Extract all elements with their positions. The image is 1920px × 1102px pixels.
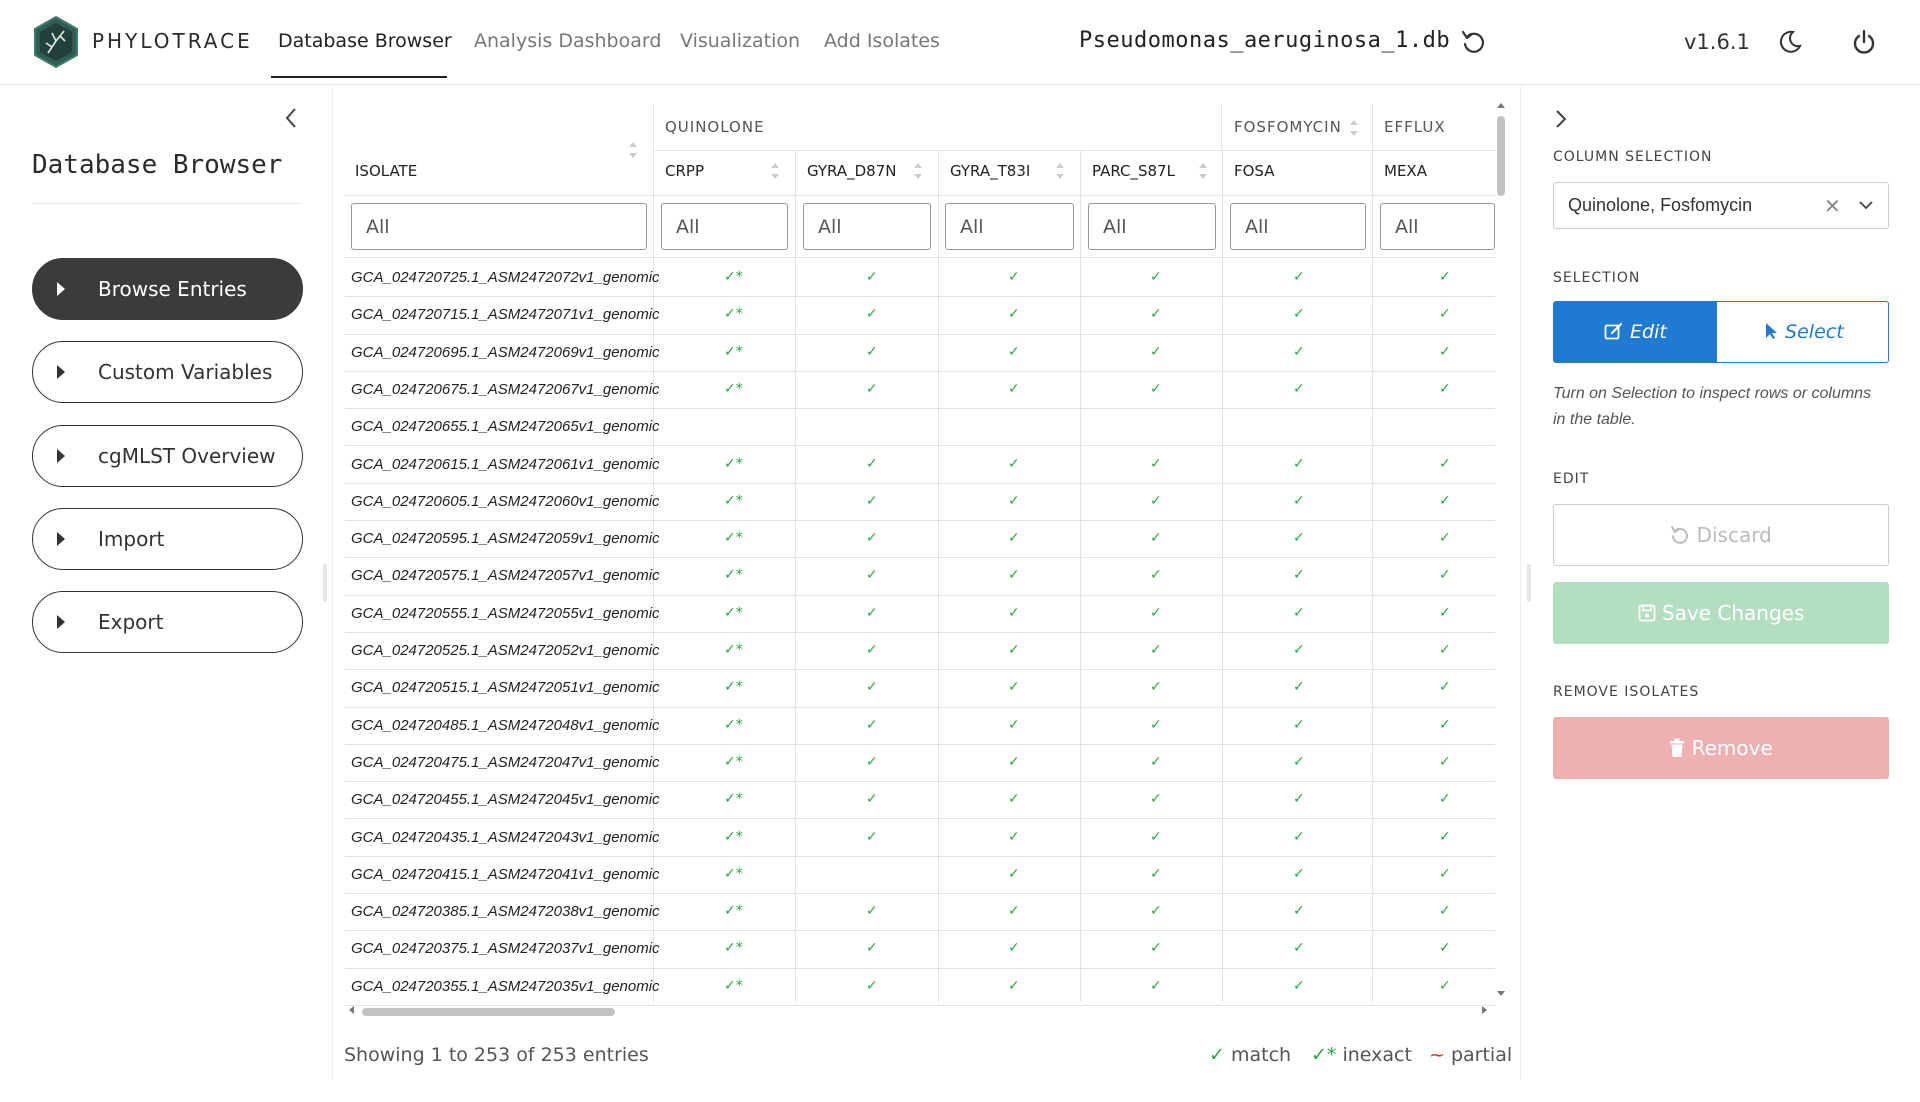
group-row-divider (653, 150, 1495, 151)
table-row[interactable] (345, 297, 1495, 334)
result-cell: ✓ (1293, 903, 1305, 920)
result-cell: ✓ (1293, 604, 1305, 621)
result-cell: ✓ (866, 455, 878, 472)
sort-icon[interactable] (629, 142, 637, 158)
tab-add-isolates[interactable]: Add Isolates (824, 30, 940, 52)
caret-right-icon (57, 449, 65, 463)
sidebar-item-custom-variables[interactable] (32, 341, 303, 403)
result-cell: ✓ (866, 604, 878, 621)
top-navbar (0, 0, 1920, 85)
result-cell: ✓ (1150, 865, 1162, 882)
result-cell: ✓ (1008, 828, 1020, 845)
result-cell: ✓ (1008, 343, 1020, 360)
edit-icon (1604, 322, 1624, 340)
result-cell: ✓ (866, 306, 878, 323)
legend-inexact (1311, 1044, 1412, 1066)
select-toggle-label: Select (1785, 321, 1844, 343)
select-toggle-button[interactable] (1716, 301, 1889, 363)
result-cell: ✓ (1150, 828, 1162, 845)
legend-label: partial (1450, 1044, 1513, 1066)
result-cell: ✓ (1150, 455, 1162, 472)
sidebar-item-label: Custom Variables (98, 360, 273, 384)
caret-right-icon (57, 365, 65, 379)
sort-icon[interactable] (771, 163, 779, 179)
table-row[interactable] (345, 633, 1495, 670)
result-cell: ✓ (1293, 343, 1305, 360)
row-divider (345, 1005, 1495, 1006)
result-cell: ✓ (1439, 791, 1451, 808)
tab-analysis-dashboard[interactable]: Analysis Dashboard (474, 30, 662, 52)
isolate-name: GCA_024720485.1_ASM2472048v1_genomic (351, 716, 660, 734)
result-cell: ✓ (1439, 269, 1451, 285)
result-cell: ✓ (1439, 716, 1451, 733)
result-cell: ✓ (1150, 977, 1162, 994)
result-cell: ✓ (1008, 865, 1020, 882)
result-cell: ✓ (1439, 903, 1451, 920)
result-cell: ✓* (724, 306, 743, 323)
result-cell: ✓ (1008, 567, 1020, 584)
result-cell: ✓ (1008, 716, 1020, 733)
result-cell: ✓ (1150, 716, 1162, 733)
result-cell: ✓ (866, 530, 878, 547)
result-cell: ✓* (724, 940, 743, 957)
result-cell: ✓ (1150, 380, 1162, 397)
result-cell: ✓ (1293, 679, 1305, 696)
edit-toggle-label: Edit (1630, 321, 1667, 343)
horizontal-scrollbar[interactable] (362, 1008, 615, 1016)
legend-label: match (1230, 1044, 1292, 1066)
filter-input-gyra-d87n[interactable] (803, 203, 931, 250)
refresh-icon[interactable] (1460, 28, 1488, 56)
caret-right-icon (57, 615, 65, 629)
result-cell: ✓ (1293, 567, 1305, 584)
sidebar-item-label: Import (98, 527, 165, 551)
database-name: Pseudomonas_aeruginosa_1.db (1079, 28, 1451, 53)
sort-icon[interactable] (914, 163, 922, 179)
right-panel-border (1520, 86, 1521, 1080)
selection-label: SELECTION (1553, 270, 1641, 286)
result-cell: ✓ (1008, 791, 1020, 808)
result-cell: ✓* (724, 492, 743, 509)
isolate-name: GCA_024720725.1_ASM2472072v1_genomic (351, 269, 660, 286)
result-cell: ✓* (724, 530, 743, 547)
remove-button[interactable] (1553, 717, 1889, 779)
result-cell: ✓ (1008, 492, 1020, 509)
scroll-right-arrow-icon[interactable] (1482, 1006, 1487, 1014)
table-row[interactable] (345, 745, 1495, 782)
column-header-fosa[interactable]: FOSA (1234, 162, 1275, 180)
isolate-table (345, 100, 1495, 1000)
result-cell: ✓ (1150, 604, 1162, 621)
sort-icon[interactable] (1056, 163, 1064, 179)
column-selection-label: COLUMN SELECTION (1553, 149, 1713, 165)
result-cell: ✓ (1293, 753, 1305, 770)
result-cell: ✓ (1150, 269, 1162, 285)
result-cell: ✓ (1150, 753, 1162, 770)
result-cell: ✓ (1293, 269, 1305, 285)
result-cell: ✓ (1439, 604, 1451, 621)
filter-input-isolate[interactable] (351, 203, 647, 250)
filter-input-mexa[interactable] (1380, 203, 1495, 250)
scroll-left-arrow-icon[interactable] (349, 1006, 354, 1014)
result-cell: ✓ (866, 716, 878, 733)
result-cell: ✓ (1439, 865, 1451, 882)
result-cell: ✓* (724, 380, 743, 397)
result-cell: ✓* (724, 791, 743, 808)
isolate-name: GCA_024720375.1_ASM2472037v1_genomic (351, 940, 660, 958)
scroll-up-arrow-icon[interactable] (1497, 103, 1505, 108)
collapse-sidebar-icon[interactable] (282, 106, 300, 130)
result-cell: ✓ (866, 791, 878, 808)
table-row[interactable] (345, 409, 1495, 446)
column-header-gyra-t83i[interactable]: GYRA_T83I (950, 162, 1031, 180)
result-cell: ✓ (1008, 940, 1020, 957)
group-divider (1221, 104, 1222, 150)
result-cell: ✓ (1439, 977, 1451, 994)
result-cell: ✓ (1293, 940, 1305, 957)
result-cell: ✓ (1150, 903, 1162, 920)
result-cell: ✓* (724, 865, 743, 882)
column-header-crpp[interactable]: CRPP (665, 162, 704, 180)
result-cell: ✓ (1008, 679, 1020, 696)
result-cell: ✓* (724, 903, 743, 920)
remove-label: Remove (1691, 736, 1773, 760)
clear-selection-icon[interactable]: ✕ (1824, 194, 1841, 218)
sidebar-item-label: cgMLST Overview (98, 444, 276, 468)
result-cell: ✓ (1293, 977, 1305, 994)
isolate-name: GCA_024720455.1_ASM2472045v1_genomic (351, 791, 660, 809)
result-cell: ✓ (1008, 455, 1020, 472)
table-row[interactable] (345, 521, 1495, 558)
result-cell: ✓ (1293, 642, 1305, 658)
edit-toggle-button[interactable] (1553, 301, 1716, 363)
result-cell: ✓ (1439, 679, 1451, 696)
sidebar-item-cgmlst-overview[interactable] (32, 425, 303, 487)
result-cell: ✓ (866, 492, 878, 509)
group-header-fosfomycin: FOSFOMYCIN (1234, 118, 1342, 136)
result-cell: ✓ (1293, 306, 1305, 323)
result-cell: ✓* (724, 455, 743, 472)
isolate-name: GCA_024720435.1_ASM2472043v1_genomic (351, 828, 660, 846)
table-row[interactable] (345, 894, 1495, 931)
result-cell: ✓ (1439, 343, 1451, 360)
isolate-name: GCA_024720615.1_ASM2472061v1_genomic (351, 455, 660, 473)
save-changes-label: Save Changes (1661, 601, 1805, 625)
column-selection-dropdown[interactable] (1553, 182, 1889, 229)
isolate-name: GCA_024720575.1_ASM2472057v1_genomic (351, 567, 660, 585)
result-cell: ✓ (1008, 380, 1020, 397)
table-row[interactable] (345, 447, 1495, 484)
result-cell: ✓* (724, 753, 743, 770)
table-row[interactable] (345, 670, 1495, 707)
result-cell: ✓ (1150, 306, 1162, 323)
result-cell: ✓* (724, 679, 743, 696)
sidebar-title: Database Browser (32, 150, 283, 180)
edit-label: EDIT (1553, 471, 1590, 487)
active-tab-indicator (271, 76, 447, 78)
column-header-mexa[interactable]: MEXA (1384, 162, 1427, 180)
moon-icon[interactable] (1776, 28, 1804, 56)
result-cell: ✓ (1150, 940, 1162, 957)
result-cell: ✓ (1439, 530, 1451, 547)
legend-match (1209, 1044, 1291, 1066)
legend-symbol: ✓* (1311, 1044, 1337, 1066)
filter-input-fosa[interactable] (1230, 203, 1366, 250)
sidebar-resize-handle[interactable] (323, 564, 327, 602)
group-header-quinolone: QUINOLONE (665, 118, 765, 136)
sort-icon[interactable] (1199, 163, 1207, 179)
sidebar-item-export[interactable] (32, 591, 303, 653)
legend-symbol: ✓ (1209, 1044, 1225, 1066)
result-cell: ✓ (866, 567, 878, 584)
result-cell: ✓ (866, 753, 878, 770)
result-cell: ✓ (1439, 380, 1451, 397)
sort-icon[interactable] (1350, 120, 1358, 136)
result-cell: ✓ (866, 343, 878, 360)
table-row[interactable] (345, 820, 1495, 857)
entries-info: Showing 1 to 253 of 253 entries (344, 1044, 649, 1066)
result-cell: ✓* (724, 604, 743, 621)
filter-input-crpp[interactable] (661, 203, 788, 250)
sidebar-border (332, 86, 333, 1080)
table-row[interactable] (345, 708, 1495, 745)
table-row[interactable] (345, 931, 1495, 968)
save-icon (1638, 604, 1656, 622)
result-cell: ✓ (1293, 716, 1305, 733)
isolate-name: GCA_024720605.1_ASM2472060v1_genomic (351, 492, 660, 510)
result-cell: ✓ (1293, 865, 1305, 882)
phylotrace-logo-icon (32, 15, 80, 69)
remove-isolates-label: REMOVE ISOLATES (1553, 684, 1700, 700)
result-cell: ✓ (1008, 604, 1020, 621)
sidebar-item-browse-entries[interactable] (32, 258, 303, 320)
group-header-efflux: EFFLUX (1384, 118, 1446, 136)
table-row[interactable] (345, 484, 1495, 521)
result-cell: ✓ (1293, 455, 1305, 472)
table-row[interactable] (345, 335, 1495, 372)
sidebar-divider (32, 203, 300, 204)
isolate-name: GCA_024720555.1_ASM2472055v1_genomic (351, 604, 660, 622)
version-label: v1.6.1 (1684, 30, 1750, 54)
brand-name: PHYLOTRACE (92, 29, 253, 53)
column-header-isolate[interactable]: ISOLATE (355, 162, 418, 180)
result-cell: ✓* (724, 269, 743, 285)
caret-right-icon (57, 532, 65, 546)
isolate-name: GCA_024720715.1_ASM2472071v1_genomic (351, 306, 660, 324)
panel-resize-handle[interactable] (1527, 564, 1531, 602)
isolate-name: GCA_024720415.1_ASM2472041v1_genomic (351, 865, 660, 883)
isolate-name: GCA_024720385.1_ASM2472038v1_genomic (351, 903, 660, 921)
trash-icon (1669, 738, 1685, 758)
result-cell: ✓ (1439, 567, 1451, 584)
sidebar-item-label: Export (98, 610, 164, 634)
result-cell: ✓* (724, 977, 743, 994)
filter-row-divider (345, 257, 1495, 258)
result-cell: ✓ (1439, 642, 1451, 658)
result-cell: ✓ (1008, 642, 1020, 658)
isolate-name: GCA_024720355.1_ASM2472035v1_genomic (351, 977, 660, 995)
collapse-right-panel-icon[interactable] (1553, 108, 1569, 130)
isolate-name: GCA_024720475.1_ASM2472047v1_genomic (351, 753, 660, 771)
table-row[interactable] (345, 969, 1495, 1006)
table-row[interactable] (345, 596, 1495, 633)
discard-label: Discard (1696, 523, 1772, 547)
filter-input-gyra-t83i[interactable] (945, 203, 1074, 250)
result-cell: ✓* (724, 567, 743, 584)
tab-visualization[interactable]: Visualization (680, 30, 801, 52)
result-cell: ✓ (866, 977, 878, 994)
filter-input-parc-s87l[interactable] (1088, 203, 1216, 250)
cursor-icon (1765, 322, 1779, 340)
result-cell: ✓ (1439, 306, 1451, 323)
legend-symbol: ~ (1429, 1044, 1445, 1066)
table-row[interactable] (345, 260, 1495, 297)
result-cell: ✓ (1439, 828, 1451, 845)
table-row[interactable] (345, 782, 1495, 819)
table-row[interactable] (345, 372, 1495, 409)
tab-database-browser[interactable]: Database Browser (278, 30, 452, 52)
result-cell: ✓ (866, 642, 878, 658)
power-icon[interactable] (1850, 28, 1878, 56)
result-cell: ✓ (1008, 269, 1020, 285)
result-cell: ✓ (1008, 530, 1020, 547)
result-cell: ✓* (724, 828, 743, 845)
result-cell: ✓ (866, 269, 878, 285)
result-cell: ✓ (866, 828, 878, 845)
result-cell: ✓* (724, 343, 743, 360)
table-row[interactable] (345, 857, 1495, 894)
result-cell: ✓ (866, 903, 878, 920)
result-cell: ✓ (1439, 753, 1451, 770)
isolate-name: GCA_024720675.1_ASM2472067v1_genomic (351, 380, 660, 398)
save-changes-button[interactable] (1553, 582, 1889, 644)
result-cell: ✓ (1008, 903, 1020, 920)
isolate-name: GCA_024720655.1_ASM2472065v1_genomic (351, 418, 660, 436)
caret-right-icon (57, 282, 65, 296)
result-cell: ✓ (1293, 791, 1305, 808)
result-cell: ✓ (1293, 380, 1305, 397)
legend-label: inexact (1342, 1044, 1412, 1066)
undo-icon (1670, 525, 1690, 545)
table-body (345, 260, 1495, 1102)
discard-button[interactable] (1553, 504, 1889, 566)
result-cell: ✓ (1439, 455, 1451, 472)
result-cell: ✓ (1150, 530, 1162, 547)
chevron-down-icon[interactable] (1858, 197, 1874, 213)
result-cell: ✓ (1150, 791, 1162, 808)
header-divider (345, 195, 1495, 196)
result-cell: ✓ (866, 380, 878, 397)
result-cell: ✓ (866, 679, 878, 696)
result-cell: ✓ (1439, 492, 1451, 509)
selection-hint: Turn on Selection to inspect rows or columns in the table. (1553, 385, 1872, 428)
result-cell: ✓ (1293, 530, 1305, 547)
legend-partial (1429, 1044, 1512, 1066)
vertical-scrollbar[interactable] (1497, 116, 1505, 196)
result-cell: ✓ (1150, 492, 1162, 509)
column-header-gyra-d87n[interactable]: GYRA_D87N (807, 162, 897, 180)
result-cell: ✓* (724, 642, 743, 658)
result-cell: ✓ (1008, 306, 1020, 323)
isolate-name: GCA_024720515.1_ASM2472051v1_genomic (351, 679, 660, 697)
result-cell: ✓ (1293, 492, 1305, 509)
column-header-parc-s87l[interactable]: PARC_S87L (1092, 162, 1175, 180)
result-cell: ✓ (1150, 567, 1162, 584)
isolate-name: GCA_024720595.1_ASM2472059v1_genomic (351, 530, 660, 548)
result-cell: ✓* (724, 716, 743, 733)
scroll-down-arrow-icon[interactable] (1497, 991, 1505, 996)
result-cell: ✓ (1293, 828, 1305, 845)
column-selection-value: Quinolone, Fosfomycin (1568, 195, 1753, 215)
result-cell: ✓ (1150, 343, 1162, 360)
result-cell: ✓ (1008, 977, 1020, 994)
sidebar-item-import[interactable] (32, 508, 303, 570)
result-cell: ✓ (1150, 642, 1162, 658)
result-cell: ✓ (1439, 940, 1451, 957)
isolate-name: GCA_024720695.1_ASM2472069v1_genomic (351, 343, 660, 361)
table-row[interactable] (345, 558, 1495, 595)
result-cell: ✓ (1008, 753, 1020, 770)
result-cell: ✓ (1150, 679, 1162, 696)
isolate-name: GCA_024720525.1_ASM2472052v1_genomic (351, 642, 660, 659)
result-cell: ✓ (866, 940, 878, 957)
sidebar-item-label: Browse Entries (98, 277, 247, 301)
